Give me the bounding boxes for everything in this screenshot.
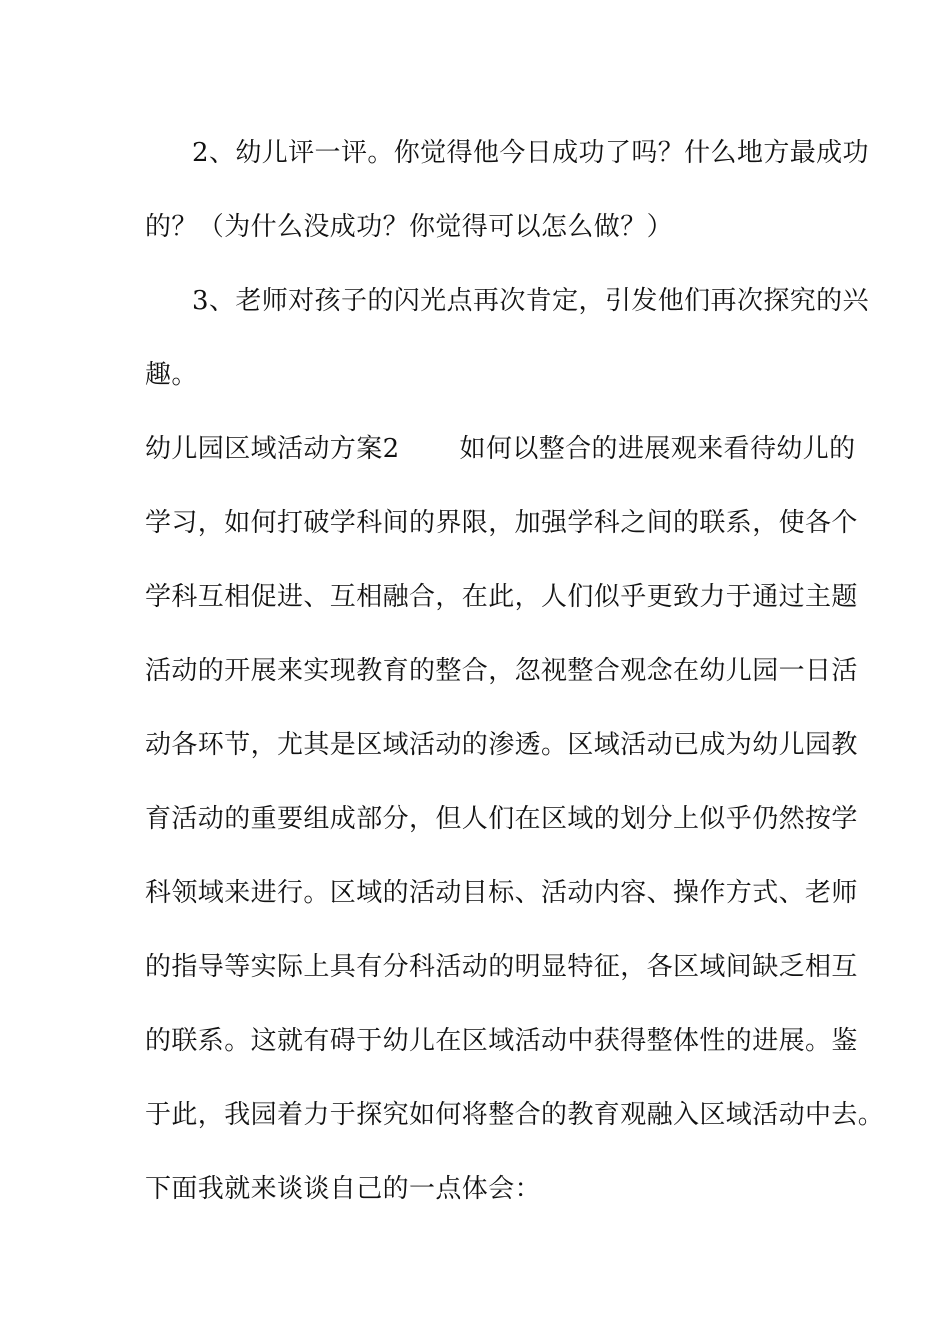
paragraph-line: 下面我就来谈谈自己的一点体会：: [145, 1174, 542, 1204]
paragraph-line: 的指导等实际上具有分科活动的明显特征，各区域间缺乏相互: [145, 952, 858, 982]
section-heading-line: [145, 432, 856, 466]
paragraph-line: 学科互相促进、互相融合，在此，人们似乎更致力于通过主题: [145, 582, 858, 612]
paragraph-line: 动各环节，尤其是区域活动的渗透。区域活动已成为幼儿园教: [145, 730, 858, 760]
paragraph-line: 活动的开展来实现教育的整合，忽视整合观念在幼儿园一日活: [145, 656, 858, 686]
section-title: 幼儿园区域活动方案2: [145, 434, 400, 464]
paragraph-line: 的联系。这就有碍于幼儿在区域活动中获得整体性的进展。鉴: [145, 1026, 858, 1056]
paragraph-line: 3、老师对孩子的闪光点再次肯定，引发他们再次探究的兴: [192, 286, 869, 316]
paragraph-line: 学习，如何打破学科间的界限，加强学科之间的联系，使各个: [145, 508, 858, 538]
paragraph-line: 趣。: [145, 360, 198, 390]
paragraph-line: 2、幼儿评一评。你觉得他今日成功了吗？什么地方最成功: [192, 138, 869, 168]
paragraph-line: 科领域来进行。区域的活动目标、活动内容、操作方式、老师: [145, 878, 858, 908]
paragraph-line: 于此，我园着力于探究如何将整合的教育观融入区域活动中去。: [145, 1100, 885, 1130]
paragraph-line: 育活动的重要组成部分，但人们在区域的划分上似乎仍然按学: [145, 804, 858, 834]
paragraph-start: 如何以整合的进展观来看待幼儿的: [459, 434, 856, 464]
paragraph-line: 的？（为什么没成功？你觉得可以怎么做？）: [145, 212, 674, 242]
